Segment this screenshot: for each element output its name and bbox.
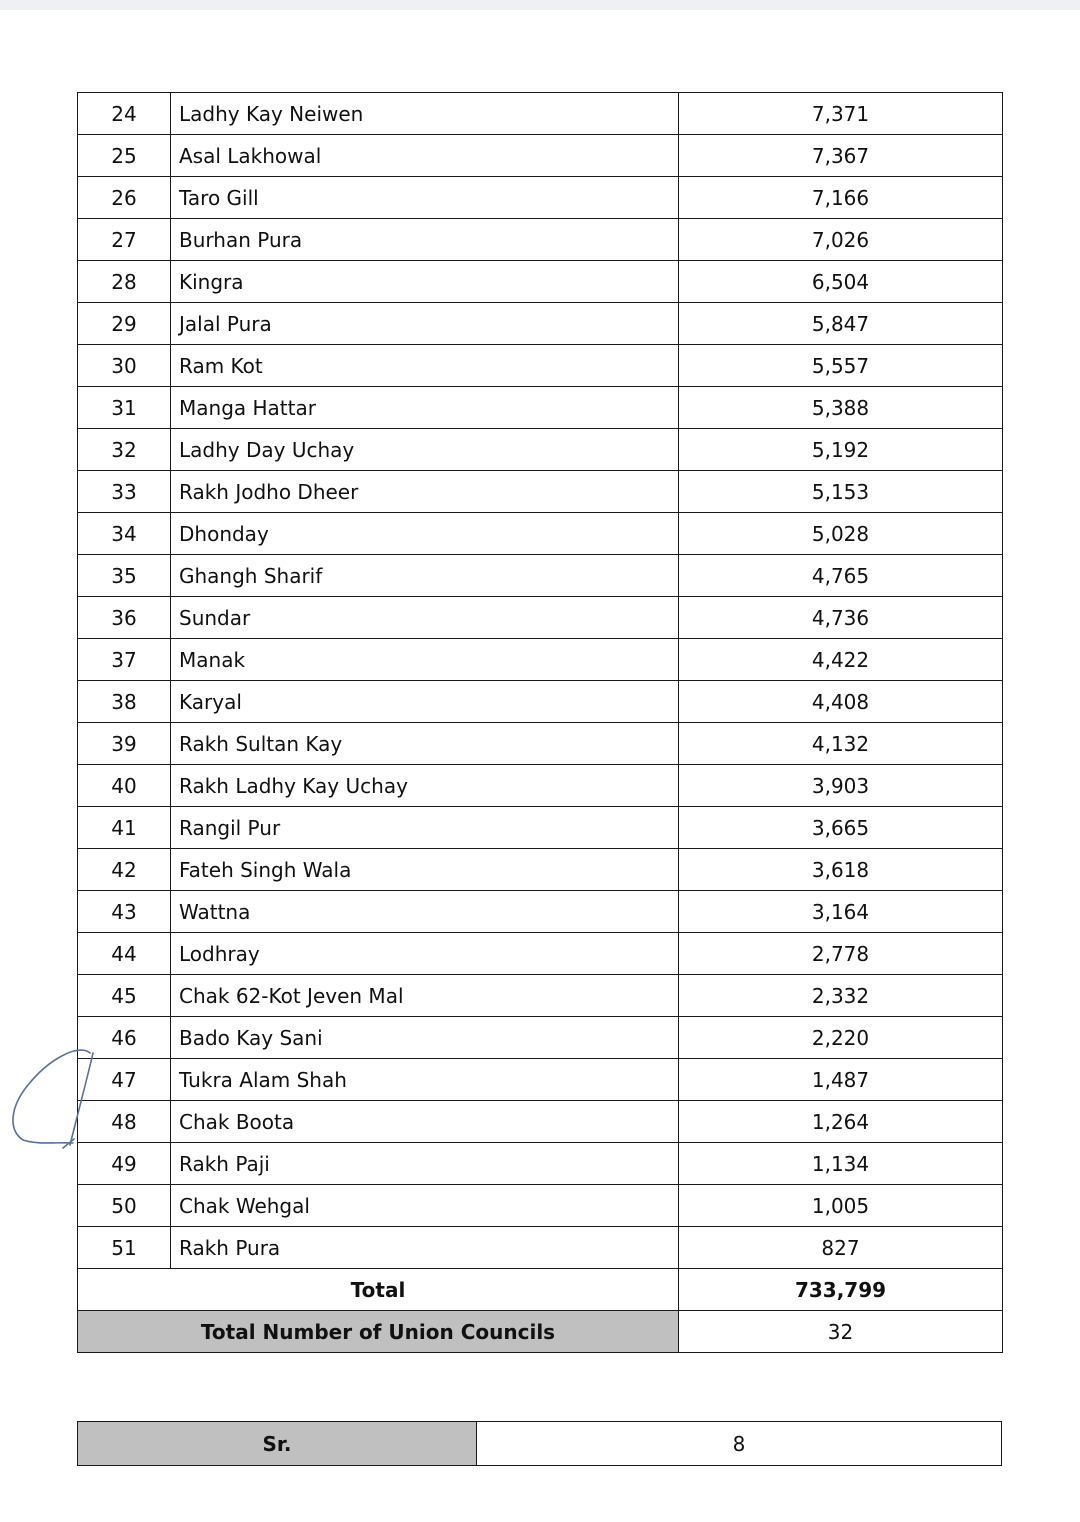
population-cell: 7,166 (679, 177, 1003, 219)
sr-table (77, 1421, 1002, 1466)
population-cell: 3,164 (679, 891, 1003, 933)
population-cell: 4,422 (679, 639, 1003, 681)
table-row (78, 723, 1003, 765)
name-cell: Tukra Alam Shah (171, 1059, 679, 1101)
sr-cell: 42 (78, 849, 171, 891)
viewer-top-bar (0, 0, 1080, 10)
population-cell: 1,487 (679, 1059, 1003, 1101)
population-cell: 3,665 (679, 807, 1003, 849)
table-row (78, 345, 1003, 387)
sr-cell: 25 (78, 135, 171, 177)
sr-cell: 28 (78, 261, 171, 303)
total-row (78, 1269, 1003, 1311)
sr-cell: 27 (78, 219, 171, 261)
name-cell: Chak Wehgal (171, 1185, 679, 1227)
name-cell: Rakh Jodho Dheer (171, 471, 679, 513)
name-cell: Chak Boota (171, 1101, 679, 1143)
sr-cell: 31 (78, 387, 171, 429)
table-row (78, 1059, 1003, 1101)
union-councils-label: Total Number of Union Councils (78, 1311, 679, 1353)
name-cell: Manak (171, 639, 679, 681)
name-cell: Wattna (171, 891, 679, 933)
sr-cell: 49 (78, 1143, 171, 1185)
table-row (78, 219, 1003, 261)
sr-cell: 45 (78, 975, 171, 1017)
name-cell: Karyal (171, 681, 679, 723)
sr-cell: 43 (78, 891, 171, 933)
sr-cell: 32 (78, 429, 171, 471)
table-row (78, 555, 1003, 597)
population-cell: 7,371 (679, 93, 1003, 135)
table-row (78, 891, 1003, 933)
table-row (78, 681, 1003, 723)
table-row (78, 849, 1003, 891)
name-cell: Asal Lakhowal (171, 135, 679, 177)
population-cell: 5,028 (679, 513, 1003, 555)
population-cell: 1,005 (679, 1185, 1003, 1227)
sr-cell: 24 (78, 93, 171, 135)
total-value: 733,799 (679, 1269, 1003, 1311)
union-council-population-table (77, 92, 1003, 1353)
sr-cell: 38 (78, 681, 171, 723)
name-cell: Ram Kot (171, 345, 679, 387)
sr-cell: 51 (78, 1227, 171, 1269)
name-cell: Chak 62-Kot Jeven Mal (171, 975, 679, 1017)
name-cell: Jalal Pura (171, 303, 679, 345)
table-row (78, 1185, 1003, 1227)
population-cell: 4,765 (679, 555, 1003, 597)
table-row (78, 1143, 1003, 1185)
name-cell: Ladhy Day Uchay (171, 429, 679, 471)
table-row (78, 639, 1003, 681)
name-cell: Rangil Pur (171, 807, 679, 849)
population-cell: 6,504 (679, 261, 1003, 303)
name-cell: Dhonday (171, 513, 679, 555)
population-cell: 3,903 (679, 765, 1003, 807)
table-row (78, 471, 1003, 513)
table-row (78, 1017, 1003, 1059)
sr-cell: 26 (78, 177, 171, 219)
sr-cell: 44 (78, 933, 171, 975)
population-cell: 5,847 (679, 303, 1003, 345)
population-cell: 4,408 (679, 681, 1003, 723)
sr-cell: 37 (78, 639, 171, 681)
table-row (78, 765, 1003, 807)
sr-cell: 50 (78, 1185, 171, 1227)
population-cell: 5,388 (679, 387, 1003, 429)
population-cell: 1,264 (679, 1101, 1003, 1143)
population-cell: 4,736 (679, 597, 1003, 639)
sr-cell: 36 (78, 597, 171, 639)
name-cell: Taro Gill (171, 177, 679, 219)
sr-label: Sr. (78, 1422, 477, 1466)
name-cell: Rakh Paji (171, 1143, 679, 1185)
name-cell: Bado Kay Sani (171, 1017, 679, 1059)
table-row (78, 93, 1003, 135)
population-cell: 3,618 (679, 849, 1003, 891)
sr-value: 8 (477, 1422, 1002, 1466)
total-label: Total (78, 1269, 679, 1311)
sr-cell: 35 (78, 555, 171, 597)
population-cell: 2,220 (679, 1017, 1003, 1059)
population-cell: 7,367 (679, 135, 1003, 177)
population-cell: 827 (679, 1227, 1003, 1269)
sr-cell: 30 (78, 345, 171, 387)
handwritten-signature (8, 1045, 98, 1155)
sr-cell: 40 (78, 765, 171, 807)
table-row (78, 387, 1003, 429)
name-cell: Kingra (171, 261, 679, 303)
name-cell: Lodhray (171, 933, 679, 975)
population-cell: 2,332 (679, 975, 1003, 1017)
sr-row (78, 1422, 1002, 1466)
population-cell: 5,192 (679, 429, 1003, 471)
population-cell: 4,132 (679, 723, 1003, 765)
population-cell: 5,557 (679, 345, 1003, 387)
sr-cell: 41 (78, 807, 171, 849)
name-cell: Rakh Ladhy Kay Uchay (171, 765, 679, 807)
sr-cell: 48 (78, 1101, 171, 1143)
table-row (78, 807, 1003, 849)
table-row (78, 177, 1003, 219)
name-cell: Fateh Singh Wala (171, 849, 679, 891)
sr-cell: 47 (78, 1059, 171, 1101)
table-row (78, 303, 1003, 345)
name-cell: Manga Hattar (171, 387, 679, 429)
population-cell: 5,153 (679, 471, 1003, 513)
sr-cell: 34 (78, 513, 171, 555)
name-cell: Ladhy Kay Neiwen (171, 93, 679, 135)
name-cell: Ghangh Sharif (171, 555, 679, 597)
union-councils-row (78, 1311, 1003, 1353)
table-row (78, 513, 1003, 555)
table-row (78, 135, 1003, 177)
sr-cell: 46 (78, 1017, 171, 1059)
table-row (78, 429, 1003, 471)
population-cell: 7,026 (679, 219, 1003, 261)
population-cell: 1,134 (679, 1143, 1003, 1185)
name-cell: Sundar (171, 597, 679, 639)
table-row (78, 597, 1003, 639)
name-cell: Burhan Pura (171, 219, 679, 261)
name-cell: Rakh Pura (171, 1227, 679, 1269)
population-cell: 2,778 (679, 933, 1003, 975)
sr-cell: 33 (78, 471, 171, 513)
name-cell: Rakh Sultan Kay (171, 723, 679, 765)
union-councils-value: 32 (679, 1311, 1003, 1353)
table-body (78, 93, 1003, 1269)
table-row (78, 1227, 1003, 1269)
table-row (78, 933, 1003, 975)
sr-cell: 39 (78, 723, 171, 765)
table-row (78, 1101, 1003, 1143)
sr-cell: 29 (78, 303, 171, 345)
table-row (78, 261, 1003, 303)
table-row (78, 975, 1003, 1017)
